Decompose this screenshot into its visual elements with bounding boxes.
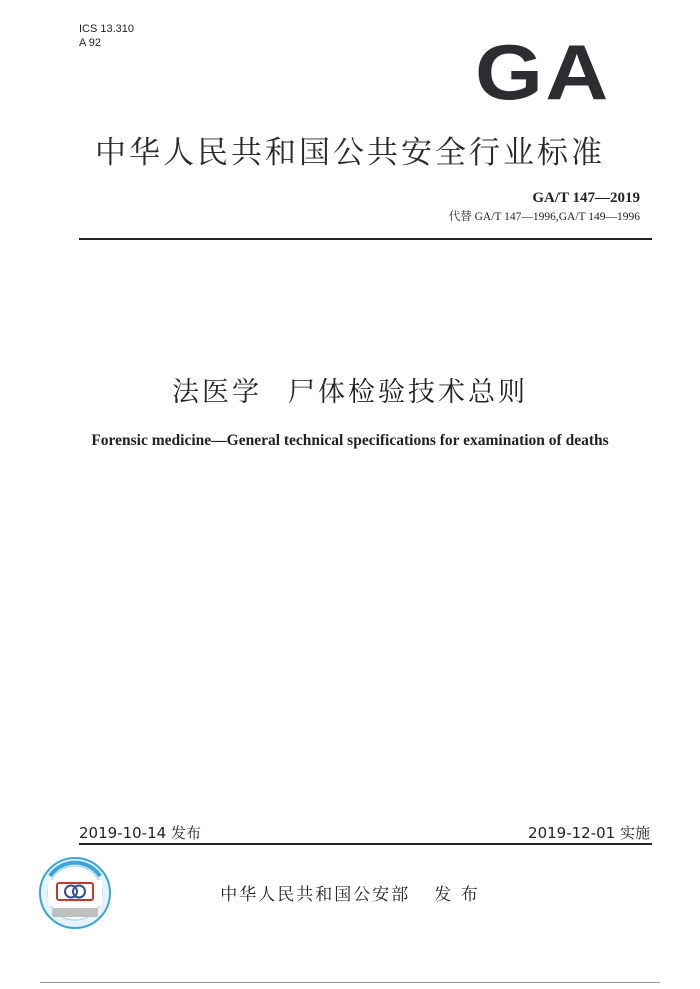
- issue-date: 2019-10-14 发布: [79, 824, 201, 842]
- title-chinese-part2: 尸体检验技术总则: [288, 377, 528, 408]
- ics-code: ICS 13.310: [79, 23, 135, 35]
- issuer-action: 发 布: [434, 885, 480, 905]
- classification-codes: [79, 22, 134, 50]
- replaces-standards: 代替 GA/T 147—1996,GA/T 149—1996: [448, 211, 640, 223]
- issuer-name: 中华人民共和国公安部: [220, 885, 411, 905]
- ga-logo: GA: [475, 28, 611, 116]
- top-divider: [79, 238, 652, 240]
- ccs-code: A 92: [79, 37, 102, 49]
- standard-number: GA/T 147—2019: [532, 190, 640, 206]
- title-chinese-part1: 法医学: [172, 377, 262, 408]
- standard-category-header: 中华人民共和国公共安全行业标准: [95, 135, 605, 171]
- title-chinese: [0, 370, 700, 409]
- page-bottom-edge: [40, 982, 660, 983]
- bottom-divider: [79, 843, 652, 845]
- issuing-authority: [0, 880, 700, 905]
- implementation-date: 2019-12-01 实施: [528, 824, 650, 842]
- title-english: Forensic medicine—General technical specifications for examination of deaths: [91, 432, 609, 449]
